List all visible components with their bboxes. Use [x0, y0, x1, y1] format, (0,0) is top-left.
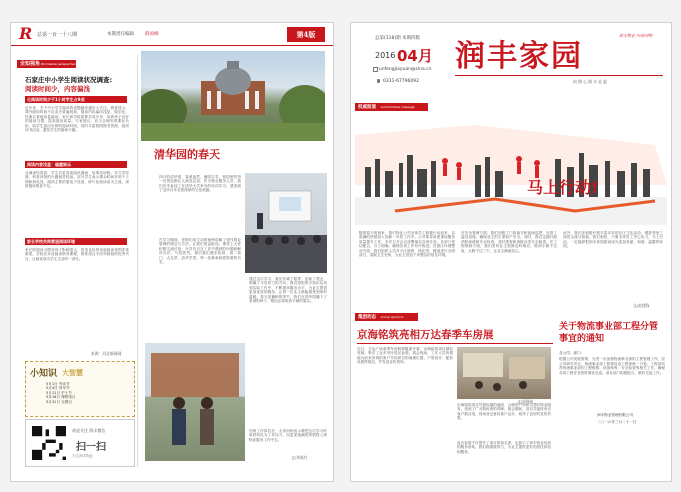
- masthead-phone: 0311-67796092: [383, 79, 419, 84]
- phone-icon: [377, 79, 380, 83]
- masthead-issue: 总第(118)期 本期四版: [375, 36, 421, 41]
- page4-logo-mark: R: [19, 24, 33, 43]
- page4-badge: 第4版: [287, 27, 325, 42]
- wisdom-line: 5月4日 青年节: [46, 386, 70, 391]
- page4-editor-label: 本期责任编辑: [107, 32, 134, 37]
- page4-editor-name: 薛国峰: [145, 32, 159, 37]
- news-section-title: 集团动态: [358, 315, 376, 320]
- wisdom-list: [46, 382, 126, 404]
- masthead-subtitle: 润丰物业 内部刊物: [619, 33, 653, 38]
- news-rule: [357, 343, 553, 344]
- classroom-illustration: [245, 173, 327, 273]
- news-headline: 京海铭筑亮相万达春季车房展: [357, 329, 494, 341]
- wisdom-title-b: 大智慧: [62, 368, 83, 377]
- masthead-slogan: 向润心润丰走起: [573, 79, 608, 84]
- wisdom-box: [25, 361, 135, 417]
- exhibition-illustration: [457, 347, 551, 399]
- feature-section-en: Authoritative message: [380, 105, 415, 109]
- news-body-c: 此次参展不仅提升了项目的知名度，也展示了润丰物业优质的服务形象。我们将继续努力，为业主提供更好的居住体验和服务。: [457, 441, 551, 454]
- tsinghua-auditorium-photo: [141, 51, 325, 141]
- news-exhibition-photo: [457, 347, 551, 399]
- masthead-year: 2016: [375, 51, 396, 60]
- wisdom-title-a: 小知识: [30, 369, 58, 379]
- page4-column-rule: [137, 55, 138, 467]
- page4-headline1: 石家庄中小学生阅读状况调查:: [25, 76, 113, 84]
- feature-body-b: 在安全管理方面，我们加强了门岗值守和夜间巡逻，完善了监控设施，确保业主的生命财产安全。同时，我们定期开展消防演练和安全检查，及时排查和消除各类安全隐患。在工程维修方面，我们坚持业主报修及时响应，做到小修不过夜、大修不过三天，让业主满意放心。: [461, 231, 557, 253]
- page4-col2-body4: 回到工作岗位后，大家纷纷表示要把这次学习的收获转化为工作动力，以更加饱满的热情投入到物业服务工作中去。: [249, 429, 327, 442]
- feature-section-label: [355, 103, 428, 111]
- masthead-month: 04月: [397, 47, 433, 65]
- page4-headline2: 阅读时间少，内容偏浅: [25, 85, 90, 93]
- group-photo: [145, 343, 245, 461]
- notice-box: [557, 319, 667, 469]
- page4-body1: 近年来，关于中小学生阅读的话题越来越引人关注。调查显示，课外阅读时间不足成为普遍现象，阅读内容偏向浅显、娱乐化，经典名著阅读量偏低，家长和学校需要共同引导，培养孩子良好的阅读习惯，提高阅读质量。专家建议，应当合理安排课业负担，给学生留出足够的阅读时间，同时丰富校园图书资源，组织读书活动，激发学生的阅读兴趣。: [25, 106, 129, 133]
- newspaper-page-1: [350, 22, 672, 482]
- page4-issue-info: 总第一百一十八期: [37, 32, 78, 38]
- notice-headline: 关于物流事业部工程分管事宜的通知: [559, 322, 659, 344]
- page4-section-en: Worldwide perspective: [41, 62, 76, 66]
- page4-header: [11, 23, 333, 46]
- skyline-illustration: [355, 115, 667, 225]
- page4-col2-author: 文/刘英红: [291, 455, 308, 460]
- news-author: 文/周瑞英: [517, 399, 534, 404]
- masthead: [351, 23, 671, 99]
- feature-body-c: 此外，我们还积极开展丰富多彩的社区文化活动，增进邻里之间的交流与和谐。我们相信，只要全体员工齐心协力，马上行动，一定能够把润丰家园建设成为更加美丽、和谐、温馨的家园。: [563, 231, 663, 249]
- qr-box: [25, 419, 135, 467]
- feature-headline: 马上行动!: [527, 178, 599, 197]
- page4-source: 来源：河北新闻网: [91, 351, 122, 356]
- qr-caption-a: 欢迎关注 润丰微信: [72, 428, 106, 433]
- feature-skyline-graphic: [355, 115, 667, 225]
- page4-subhead3: 家长学校共同营造阅读环境: [25, 238, 127, 245]
- qr-code-icon: [32, 426, 66, 460]
- wisdom-line: 5月1日 劳动节: [46, 382, 70, 386]
- news-section-label: [355, 313, 418, 321]
- page4-body3: 家长的阅读习惯对孩子影响很大，营造良好的家庭阅读氛围非常重要。学校应开设阅读指导课程，推荐适合不同年龄段的优秀书目，让阅读成为学生生活的一部分。: [25, 248, 129, 261]
- notice-recipient: 各公司、部门：: [559, 351, 585, 355]
- feature-author: 文/赵建锋: [633, 303, 650, 308]
- page4-section-title: 全知视角: [20, 61, 41, 67]
- news-body-b: 京海铭筑项目凭借优越的地段、合理的户型和完善的物业服务，受到了广大购房者的青睐。展会期间，项目共接待来访客户数百组，现场登记意向客户众多，取得了良好的宣传效果。: [457, 403, 551, 421]
- notice-date: 二〇一六年三月二十一日: [597, 419, 637, 424]
- wisdom-line: 5月12日 护士节: [46, 390, 72, 395]
- wisdom-line: 5月31日 无烟日: [46, 399, 72, 404]
- newspaper-page-4: [10, 22, 334, 482]
- page4-col2-body2: 在学习期间，老师们用生动的案例讲解了现代物业管理的理念与方法，让我们受益匪浅。课堂上大家积极交流讨论，分享各自在工作中遇到的问题和解决办法，气氛热烈。课后我们漫步校园，看二校门、大礼堂、清华学堂，每一处都承载着厚重的历史。: [159, 238, 241, 265]
- page4-body2: 从调查结果看，学生们更喜欢阅读漫画、故事类读物，对文学经典、科普读物的兴趣相对较低。部分学生表示课余时间多用于上网和看电视，阅读主要依靠电子设备，碎片化阅读成为主流，深度阅读明显不足。: [25, 171, 129, 189]
- news-body-a: 近日，万达广场春季车房联展隆重开幕，京海铭筑项目精彩亮相，吸引了众多市民驻足参观。展会现场，工作人员热情地为前来咨询的客户介绍项目的地理位置、户型设计、配套设施等情况，并发放宣传资料。: [357, 347, 453, 365]
- classroom-photo: [245, 173, 327, 273]
- page4-subhead2: 阅读内容浅显：偏重娱乐: [25, 161, 127, 168]
- wisdom-line: 5月18日 博物馆日: [46, 395, 76, 400]
- masthead-rule: [455, 75, 663, 76]
- news-section-en: Group dynamic: [380, 315, 404, 319]
- feature-section-title: 权威报道: [358, 105, 376, 110]
- page4-col2-body3: 通过这次学习，我们开阔了眼界，更新了观念，明确了今后努力的方向。我们将把所学知识运用到实际工作中，不断提高服务水平，为业主提供更加优质的服务，让每一位业主都能感受到家的温暖。春天是播种的季节，我们在清华园播下了希望的种子，相信必将收获丰硕的果实。: [249, 277, 327, 304]
- masthead-email: runfengjiayuan@sina.cn: [377, 67, 432, 72]
- notice-body: 根据公司发展需要，为进一步加强物流事业部的工程管理工作，经公司研究决定，物流事业部工程事宜由工程部统一分管。工程部负责物流事业部的工程维修、设备保养、安全检查等相关工作，确保各项工程任务按时保质完成。请各部门积极配合，做好交接工作。: [559, 357, 665, 375]
- qr-caption-c: 关注润丰物业: [72, 454, 93, 458]
- group-illustration: [145, 343, 245, 461]
- feature-body-a: 随着春天的到来，我们物业公司全体员工积极行动起来，以饱满的热情投入到新一年的工作中。公司领导高度重视服务质量提升工作，多次召开会议部署落实各项任务。各部门密切配合，分工明确，确保各项工作有序推进。在园区环境整治方面，我们组织人员对小区道路、绿化带、楼道进行全面清扫，清除卫生死角，为业主营造干净整洁的居住环境。: [359, 231, 455, 258]
- qr-caption-b: 扫一扫: [76, 442, 106, 453]
- page4-col2-title: 清华园的春天: [151, 145, 247, 163]
- page4-subhead1: 日阅读时间少于1小时学生占9成: [25, 96, 127, 103]
- auditorium-illustration: [141, 51, 325, 141]
- page4-col2-body1: 四月的清华园，春意盎然，满园芬芳。校园里的每一处景色都让人流连忘返，作为物业服务人员，我们有幸参加了在清华大学举办的培训学习，感受到了这所百年名校深厚的文化底蕴。: [159, 175, 241, 193]
- masthead-title: 润丰家园: [455, 39, 583, 74]
- envelope-icon: [373, 67, 378, 72]
- notice-signoff: 润丰物业管理有限公司: [597, 413, 633, 418]
